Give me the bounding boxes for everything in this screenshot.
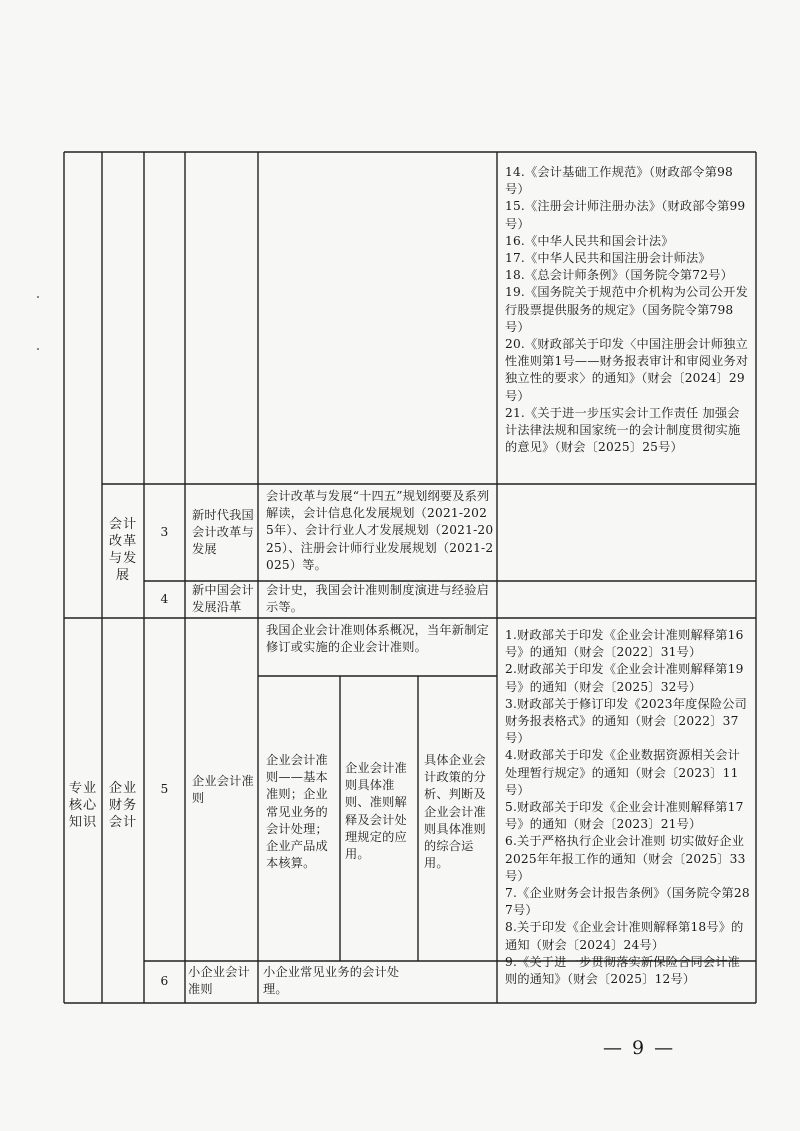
reference-item: 9.《关于进一步贯彻落实新保险合同会计准则的通知》（财会〔2025〕12号）	[505, 954, 741, 987]
row-content-5-applied: 企业会计准则具体准则、准则解释及会计处理规定的应用。	[345, 761, 407, 862]
reference-item: 2.财政部关于印发《企业会计准则解释第19号》的通知（财会〔2025〕32号）	[505, 662, 744, 694]
reference-list-5	[505, 627, 751, 988]
row-name-5: 企业会计准则	[192, 773, 254, 805]
row-content-4: 会计史，我国会计准则制度演进与经验启示等。	[266, 583, 489, 615]
row-content-6: 小企业常见业务的会计处理。	[263, 965, 400, 997]
row-number-4: 4	[160, 591, 169, 606]
category-label: 专业核心知识	[68, 780, 98, 830]
reference-item: 16.《中华人民共和国会计法》	[505, 233, 674, 248]
reference-item: 18.《总会计师条例》（国务院令第72号）	[505, 268, 733, 283]
reference-item: 8.关于印发《企业会计准则解释第18号》的通知（财会〔2024〕24号）	[505, 920, 744, 952]
reference-item: 3.财政部关于修订印发《2023年度保险公司财务报表格式》的通知（财会〔2022〕37号）	[505, 696, 748, 746]
scan-speck	[37, 348, 39, 350]
row-name-3: 新时代我国会计改革与发展	[192, 507, 254, 557]
reference-item: 5.财政部关于印发《企业会计准则解释第17号》的通知（财会〔2023〕21号）	[505, 800, 744, 832]
reference-item: 4.财政部关于印发《企业数据资源相关会计处理暂行规定》的通知（财会〔2023〕11号）	[505, 748, 741, 797]
group-label-enterprise: 企业财务会计	[108, 780, 138, 830]
reference-item: 19.《国务院关于规范中介机构为公司公开发行股票提供服务的规定》（国务院令第798号）	[505, 285, 748, 334]
row-content-3: 会计改革与发展“十四五”规划纲要及系列解读，会计信息化发展规划（2021-2025年）、会计行业人才发展规划（2021-2025）、注册会计师行业发展规划（2021-2025）等。	[266, 489, 494, 572]
reference-item: 17.《中华人民共和国注册会计师法》	[505, 251, 711, 266]
row-content-5-top: 我国企业会计准则体系概况，当年新制定修订或实施的企业会计准则。	[266, 623, 489, 655]
row-name-4: 新中国会计发展沿革	[192, 583, 254, 615]
reference-item: 7.《企业财务会计报告条例》（国务院令第287号）	[505, 886, 750, 918]
reference-item: 1.财政部关于印发《企业会计准则解释第16号》的通知（财会〔2022〕31号）	[505, 628, 744, 660]
reference-list-a	[505, 164, 751, 456]
reference-item: 6.关于严格执行企业会计准则 切实做好企业2025年年报工作的通知（财会〔2025〕33号）	[505, 834, 746, 883]
reference-item: 14.《会计基础工作规范》（财政部令第98号）	[505, 165, 733, 197]
reference-item: 15.《注册会计师注册办法》（财政部令第99号）	[505, 199, 746, 231]
group-label-reform: 会计改革与发展	[108, 517, 138, 583]
row-number-3: 3	[160, 524, 169, 539]
reference-item: 21.《关于进一步压实会计工作责任 加强会计法律法规和国家统一的会计制度贯彻实施的意见》（财会〔2025〕25号）	[505, 405, 741, 455]
row-number-6: 6	[160, 974, 169, 989]
row-name-6: 小企业会计准则	[188, 965, 250, 997]
scan-speck	[37, 296, 39, 298]
row-number-5: 5	[160, 781, 169, 796]
row-content-5-advanced: 具体企业会计政策的分析、判断及企业会计准则具体准则的综合运用。	[424, 753, 486, 871]
reference-item: 20.《财政部关于印发〈中国注册会计师独立性准则第1号——财务报表审计和审阅业务对独立性的要求〉的通知》（财会〔2024〕29号）	[505, 337, 749, 403]
row-content-5-basic: 企业会计准则——基本准则；企业常见业务的会计处理；企业产品成本核算。	[266, 753, 328, 871]
page-number: — 9 —	[603, 1037, 676, 1059]
